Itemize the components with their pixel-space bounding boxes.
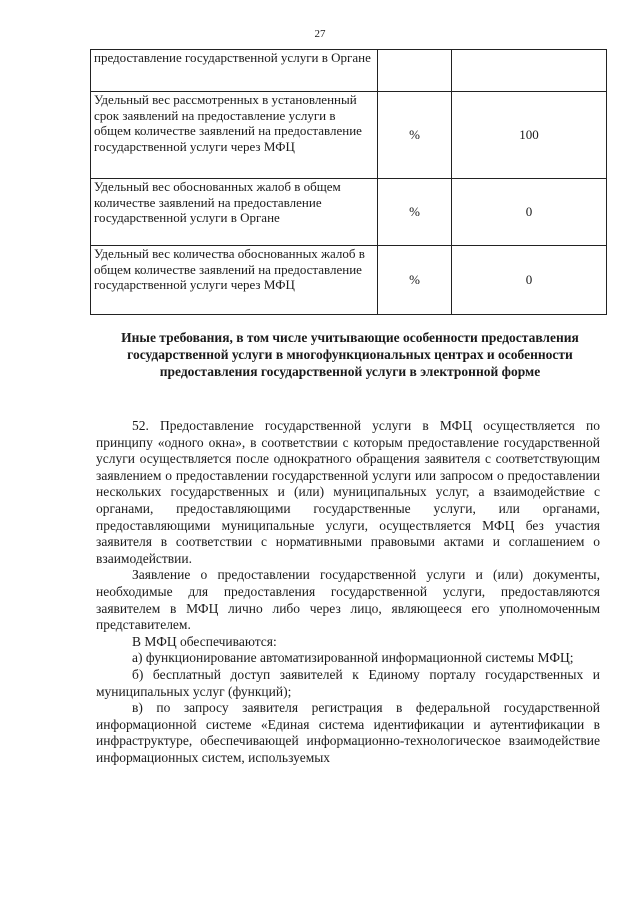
- table-row: [91, 50, 607, 92]
- paragraph: б) бесплатный доступ заявителей к Единому порталу государственных и муниципальных услуг (функций);: [96, 666, 600, 699]
- paragraph: В МФЦ обеспечиваются:: [132, 633, 277, 649]
- table-row: [91, 246, 607, 315]
- table-row: [91, 92, 607, 179]
- indicator-unit: %: [378, 246, 452, 315]
- indicator-unit: %: [378, 92, 452, 179]
- table-row: [91, 179, 607, 246]
- paragraph: 52. Предоставление государственной услуги в МФЦ осуществляется по принципу «одного окна», в соответствии с которым предоставление государственной услуги осуществляется после однократного обращения заявителя с соответствующим заявлением о предоставлении государственной услуги или запросом о предоставлении нескольких государственных и (или) муниципальных услуг, а взаимодействие с органами, предоставляющими государственные услуги, или органами, предоставляющими муниципальные услуги, осуществляется МФЦ без участия заявителя в соответствии с нормативными правовыми актами и соглашением о взаимодействии.: [96, 418, 600, 566]
- paragraph: Заявление о предоставлении государственной услуги и (или) документы, необходимые для предоставления государственной услуги, предоставляются заявителем в МФЦ лично либо через лицо, являющееся его уполномоченным представителем.: [96, 567, 600, 633]
- indicator-name: Удельный вес рассмотренных в установленный срок заявлений на предоставление услуги в общем количестве заявлений на предоставление государственной услуги через МФЦ: [91, 92, 378, 179]
- paragraph: в) по запросу заявителя регистрация в федеральной государственной информационной системе «Единая система идентификации и аутентификации в инфраструктуре, обеспечивающей информационно-технологическое взаимодействие информационных систем, используемых: [96, 700, 600, 765]
- indicator-value: 100: [451, 92, 606, 179]
- indicator-value: 0: [451, 246, 606, 315]
- indicator-name: Удельный вес количества обоснованных жалоб в общем количестве заявлений на предоставление государственной услуги через МФЦ: [91, 246, 378, 315]
- indicator-unit: [378, 50, 452, 92]
- section-heading: Иные требования, в том числе учитывающие особенности предоставления государственной услуги в многофункциональных центрах и особенности предоставления государственной услуги в электронной форме: [121, 330, 579, 379]
- indicator-unit: %: [378, 179, 452, 246]
- body-text: [96, 418, 600, 766]
- indicators-table: [90, 49, 607, 315]
- indicator-value: 0: [451, 179, 606, 246]
- indicator-value: [451, 50, 606, 92]
- indicator-name: Удельный вес обоснованных жалоб в общем количестве заявлений на предоставление государственной услуги в Органе: [91, 179, 378, 246]
- paragraph: а) функционирование автоматизированной информационной системы МФЦ;: [132, 650, 574, 666]
- indicator-name: предоставление государственной услуги в Органе: [91, 50, 378, 92]
- page-number: 27: [314, 28, 326, 40]
